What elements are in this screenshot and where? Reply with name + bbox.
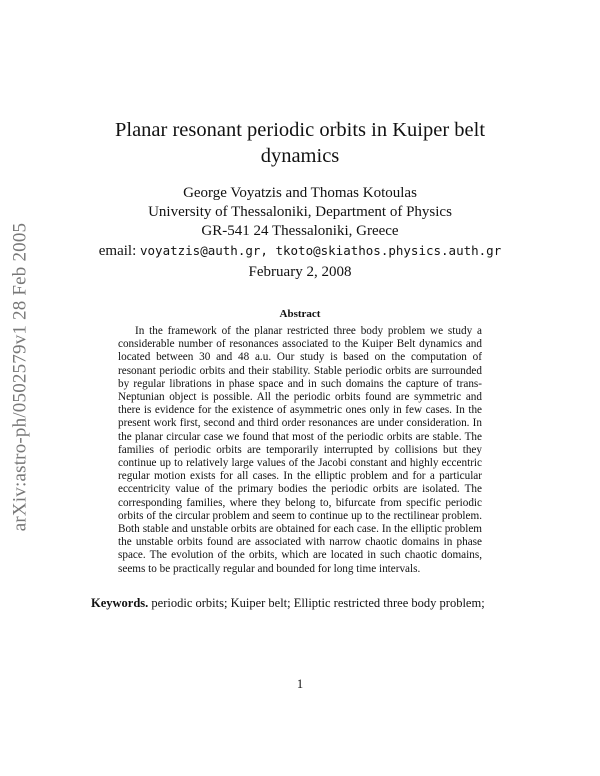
email-line (70, 241, 530, 261)
page-number: 1 (296, 677, 304, 691)
keywords-line (91, 596, 511, 611)
author-names: George Voyatzis and Thomas Kotoulas (183, 185, 417, 201)
keywords-text: periodic orbits; Kuiper belt; Elliptic restricted three body problem; (151, 596, 485, 610)
abstract-heading: Abstract (279, 308, 321, 320)
email-addresses: voyatzis@auth.gr, tkoto@skiathos.physics.auth.gr (140, 243, 502, 258)
paper-date: February 2, 2008 (248, 264, 352, 280)
email-label: email: (98, 243, 137, 259)
abstract-body: In the framework of the planar restricted three body problem we study a considerable number of resonances associated to the Kuiper Belt dynamics and located between 30 and 48 a.u. Our study is based on the computation of resonant periodic orbits and their stability. Stable periodic orbits are surrounded by regular librations in phase space and in such domains the capture of trans-Neptunian object is possible. All the periodic orbits found are symmetric and there is evidence for the existence of asymmetric ones only in few cases. In the present work first, second and third order resonances are under consideration. In the planar circular case we found that most of the periodic orbits are stable. The families of periodic orbits are temporarily interrupted by collisions but they continue up to relatively large values of the Jacobi constant and highly eccentric regular motion exists for all cases. In the elliptic problem and for a particular eccentricity value of the primary bodies the periodic orbits are isolated. The corresponding families, where they belong to, bifurcate from specific periodic orbits of the circular problem and seem to continue up to the rectilinear problem. Both stable and unstable orbits are obtained for each case. In the elliptic problem the unstable orbits found are associated with narrow chaotic domains in phase space. The evolution of the orbits, which are located in such chaotic domains, seems to be practically regular and bounded for long time intervals. (118, 325, 482, 575)
affiliation: University of Thessaloniki, Department of Physics (148, 204, 452, 220)
paper-title: Planar resonant periodic orbits in Kuiper belt dynamics (114, 119, 486, 167)
postal-address: GR-541 24 Thessaloniki, Greece (201, 223, 399, 239)
author-block (70, 184, 530, 261)
arxiv-identifier-stamp (5, 197, 35, 557)
keywords-label: Keywords. (91, 596, 149, 610)
arxiv-identifier-text: arXiv:astro-ph/0502579v1 28 Feb 2005 (9, 222, 30, 532)
